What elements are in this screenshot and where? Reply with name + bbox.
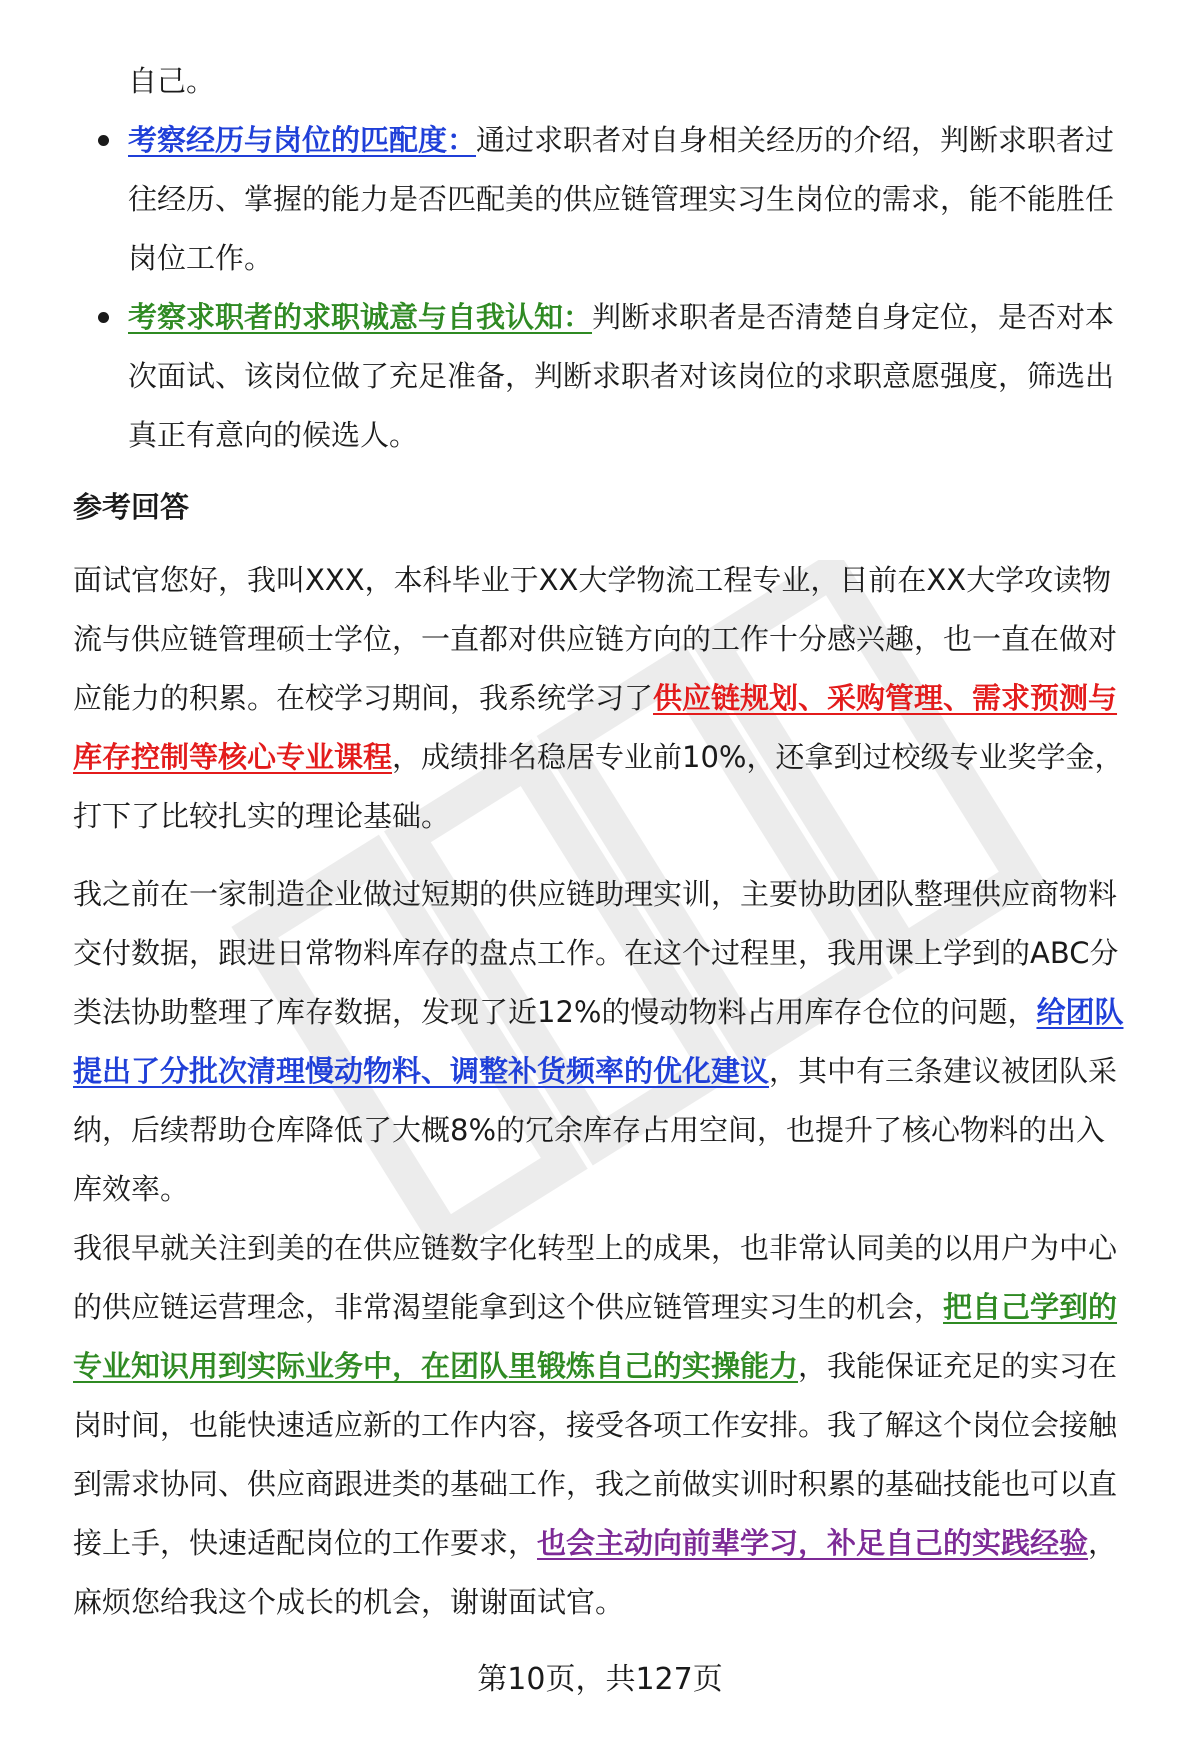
highlight-apply-knowledge: 把自己学到的 (943, 1290, 1118, 1324)
answer-paragraph-2: 我之前在一家制造企业做过短期的供应链助理实训，主要协助团队整理供应商物料 交付数据，跟进日常物料库存的盘点工作。在这个过程里，我用课上学到的ABC分 类法协助整理了库存数据，发现了近12%的慢动物料占用库存仓位的问题，给团队 提出了分批次清理慢动物料、调整补货频率的优化建议，其中有三条建议被团队采 纳，后续帮助仓库降低了大概8%的冗余库存占用空间，也提升了核心物料的出入 库效率。 (73, 877, 1124, 1206)
bullet-item-experience-match (73, 111, 1145, 288)
highlight-suggestion: 给团队 (1036, 995, 1124, 1029)
bullet-item-sincerity (73, 288, 1145, 465)
bullet-keyword: 考察经历与岗位的匹配度： (128, 123, 477, 157)
bullet-text: 判断求职者是否清楚自身定位，是否对本 (592, 300, 1115, 334)
section-heading: 参考回答 (73, 490, 190, 524)
answer-paragraph-3: 我很早就关注到美的在供应链数字化转型上的成果，也非常认同美的以用户为中心 的供应链运营理念，非常渴望能拿到这个供应链管理实习生的机会，把自己学到的 专业知识用到实际业务中，在团队里锻炼自己的实操能力，我能保证充足的实习在 岗时间，也能快速适应新的工作内容，接受各项工作安排。我了解这个岗位会接触 到需求协同、供应商跟进类的基础工作，我之前做实训时积累的基础技能也可以直 接上手，快速适配岗位的工作要求，也会主动向前辈学习，补足自己的实践经验， 麻烦您给我这个成长的机会，谢谢面试官。 (73, 1231, 1118, 1619)
highlight-suggestion: 提出了分批次清理慢动物料、调整补货频率的优化建议 (73, 1054, 770, 1088)
page-content (73, 52, 1145, 1632)
page-number-footer: 第10页，共127页 (477, 1662, 723, 1697)
answer-paragraph-1: 面试官您好，我叫XXX，本科毕业于XX大学物流工程专业，目前在XX大学攻读物 流与供应链管理硕士学位，一直都对供应链方向的工作十分感兴趣，也一直在做对 应能力的积累。在校学习期间，我系统学习了供应链规划、采购管理、需求预测与 库存控制等核心专业课程，成绩排名稳居专业前10%，还拿到过校级专业奖学金， 打下了比较扎实的理论基础。 (73, 563, 1124, 833)
highlight-courses: 库存控制等核心专业课程 (73, 740, 393, 774)
bullet-keyword: 考察求职者的求职诚意与自我认知： (128, 300, 593, 334)
highlight-apply-knowledge: 专业知识用到实际业务中，在团队里锻炼自己的实操能力 (73, 1349, 799, 1383)
bullet-dot-icon (98, 135, 109, 146)
highlight-learn-from-seniors: 也会主动向前辈学习，补足自己的实践经验 (537, 1526, 1089, 1560)
highlight-courses: 供应链规划、采购管理、需求预测与 (653, 681, 1118, 715)
bullet-text: 通过求职者对自身相关经历的介绍，判断求职者过 (476, 123, 1115, 157)
bullet-text: 岗位工作。 (128, 241, 274, 275)
bullet-text: 往经历、掌握的能力是否匹配美的供应链管理实习生岗位的需求，能不能胜任 (128, 182, 1115, 216)
bullet-text: 真正有意向的候选人。 (128, 418, 419, 452)
bullet-dot-icon (98, 312, 109, 323)
bullet-text: 次面试、该岗位做了充足准备，判断求职者对该岗位的求职意愿强度，筛选出 (128, 359, 1115, 393)
intro-continuation: 自己。 (128, 64, 216, 98)
